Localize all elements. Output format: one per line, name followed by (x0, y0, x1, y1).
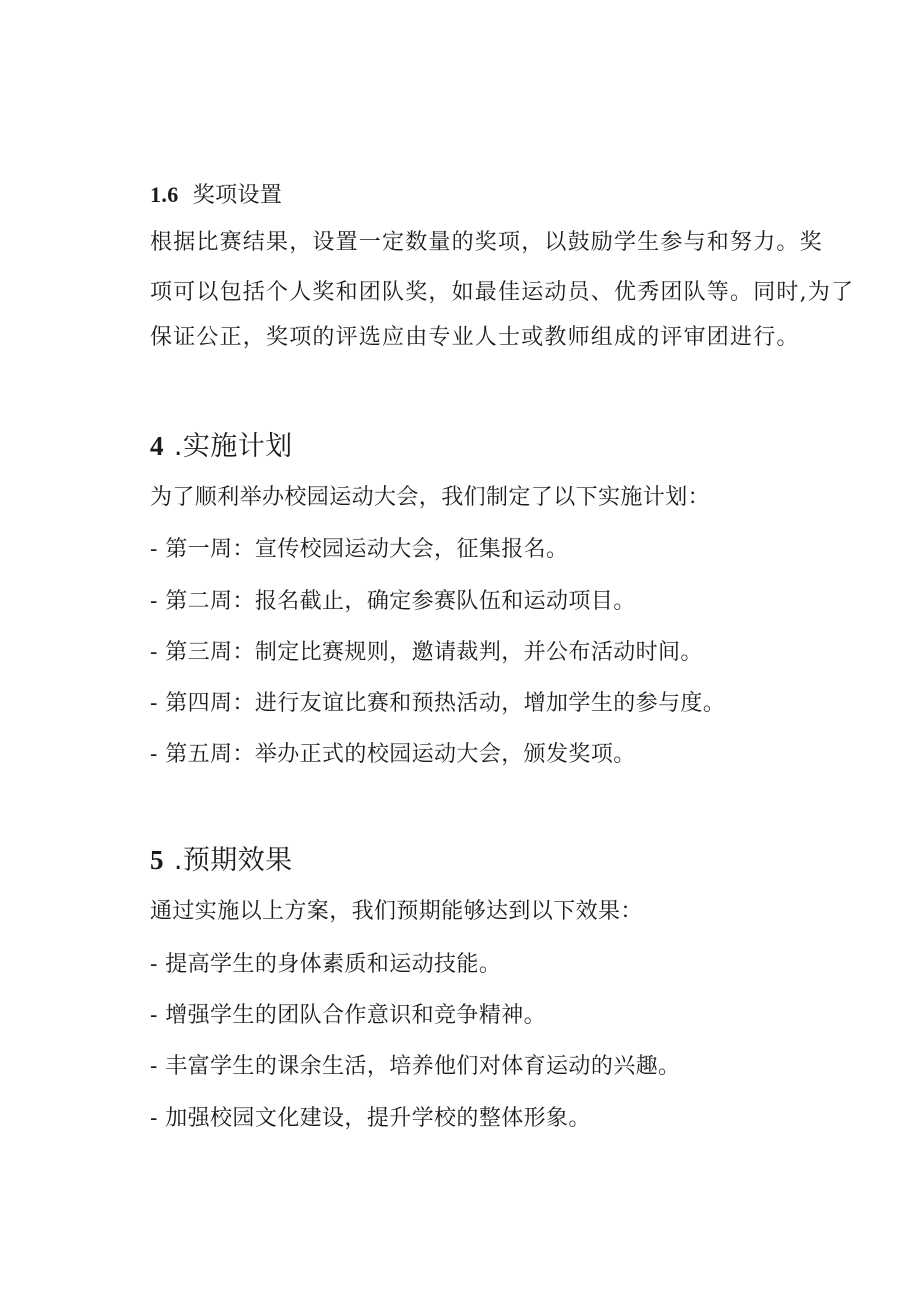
paragraph-line: 项可以包括个人奖和团队奖，如最佳运动员、优秀团队等。同时,为了 (150, 280, 855, 305)
section-heading (150, 843, 293, 878)
paragraph-line: 保证公正，奖项的评选应由专业人士或教师组成的评审团进行。 (150, 325, 800, 350)
section-title: .实施计划 (173, 431, 293, 462)
subsection-title: 奖项设置 (192, 183, 283, 208)
section-intro: 为了顺利举办校园运动大会，我们制定了以下实施计划： (150, 485, 711, 510)
list-item: - 第四周：进行友谊比赛和预热活动，增加学生的参与度。 (150, 691, 726, 716)
section-intro: 通过实施以上方案，我们预期能够达到以下效果： (150, 899, 643, 924)
subsection-number: 1.6 (150, 182, 179, 207)
section-number: 5 (150, 845, 164, 875)
section-heading (150, 429, 293, 464)
list-item: - 第五周：举办正式的校园运动大会，颁发奖项。 (150, 742, 636, 767)
subsection-heading (150, 180, 282, 211)
list-item: - 第三周：制定比赛规则，邀请裁判，并公布活动时间。 (150, 640, 703, 665)
list-item: - 加强校园文化建设，提升学校的整体形象。 (150, 1106, 591, 1131)
section-number: 4 (150, 431, 164, 461)
list-item: - 第一周：宣传校园运动大会，征集报名。 (150, 537, 569, 562)
list-item: - 第二周：报名截止，确定参赛队伍和运动项目。 (150, 589, 636, 614)
section-title: .预期效果 (173, 845, 293, 876)
list-item: - 丰富学生的课余生活，培养他们对体育运动的兴趣。 (150, 1054, 681, 1079)
list-item: - 提高学生的身体素质和运动技能。 (150, 952, 502, 977)
list-item: - 增强学生的团队合作意识和竞争精神。 (150, 1003, 547, 1028)
paragraph-line: 根据比赛结果，设置一定数量的奖项，以鼓励学生参与和努力。奖 (150, 230, 823, 255)
